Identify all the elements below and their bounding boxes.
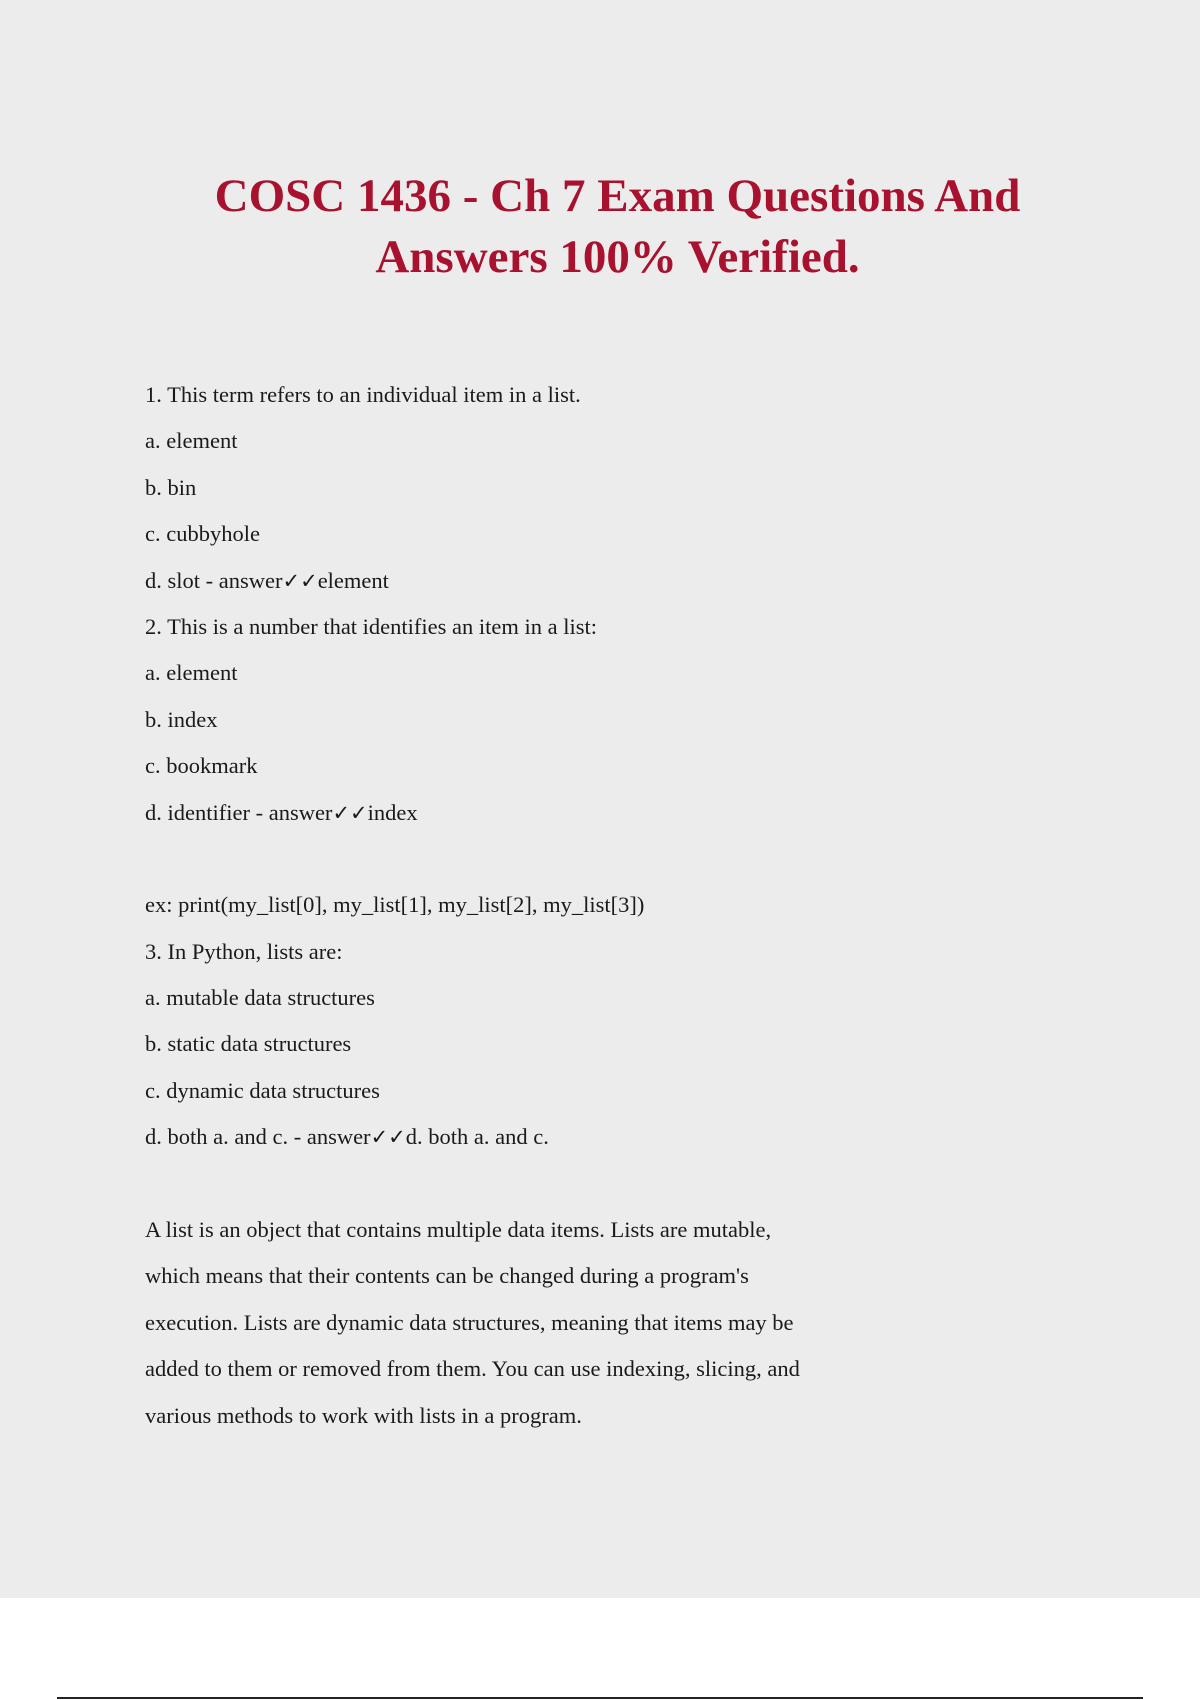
question-2-option-b: b. index	[145, 706, 218, 732]
question-3-text: 3. In Python, lists are:	[145, 938, 343, 964]
question-2-example: ex: print(my_list[0], my_list[1], my_list[2], my_list[3])	[145, 892, 645, 918]
check-mark-icon: ✓✓	[332, 800, 368, 825]
question-2-option-d-answer	[145, 790, 1145, 836]
question-2-text: 2. This is a number that identifies an item in a list:	[145, 613, 598, 639]
explanation-line: A list is an object that contains multiple data items. Lists are mutable,	[145, 1217, 772, 1243]
explanation-line: execution. Lists are dynamic data structures, meaning that items may be	[145, 1309, 794, 1335]
title-line-2: Answers 100% Verified.	[375, 231, 860, 283]
question-1-option-d-answer	[145, 558, 1145, 604]
question-1-option-b: b. bin	[145, 474, 197, 500]
question-2-option-a: a. element	[145, 660, 238, 686]
question-3-option-d: d. both a. and c. - answer	[145, 1124, 371, 1150]
question-3-option-b: b. static data structures	[145, 1031, 352, 1057]
document-body	[145, 372, 1145, 1439]
explanation-line: added to them or removed from them. You can use indexing, slicing, and	[145, 1356, 800, 1382]
question-2-answer: index	[367, 799, 418, 825]
question-3-option-a: a. mutable data structures	[145, 985, 375, 1011]
question-3-option-c: c. dynamic data structures	[145, 1077, 380, 1103]
check-mark-icon: ✓✓	[282, 568, 318, 593]
check-mark-icon: ✓✓	[370, 1125, 406, 1150]
explanation-line: which means that their contents can be changed during a program's	[145, 1263, 749, 1289]
explanation-line: various methods to work with lists in a program.	[145, 1402, 582, 1428]
question-1-option-d: d. slot - answer	[145, 567, 283, 593]
question-2-option-c: c. bookmark	[145, 753, 258, 779]
question-1-option-a: a. element	[145, 428, 238, 454]
title-line-1: COSC 1436 - Ch 7 Exam Questions And	[214, 170, 1021, 222]
blank-line	[145, 836, 1145, 882]
question-1-text: 1. This term refers to an individual item in a list.	[145, 382, 581, 407]
question-1-option-c: c. cubbyhole	[145, 521, 260, 547]
question-3-option-d-answer	[145, 1114, 1145, 1160]
explanation-paragraph	[145, 1207, 1145, 1439]
question-2-option-d: d. identifier - answer	[145, 799, 333, 825]
page-divider	[57, 1697, 1143, 1699]
question-3-answer: d. both a. and c.	[405, 1124, 549, 1150]
blank-line	[145, 1161, 1145, 1207]
page-title	[100, 166, 1135, 288]
question-1-answer: element	[317, 567, 389, 593]
